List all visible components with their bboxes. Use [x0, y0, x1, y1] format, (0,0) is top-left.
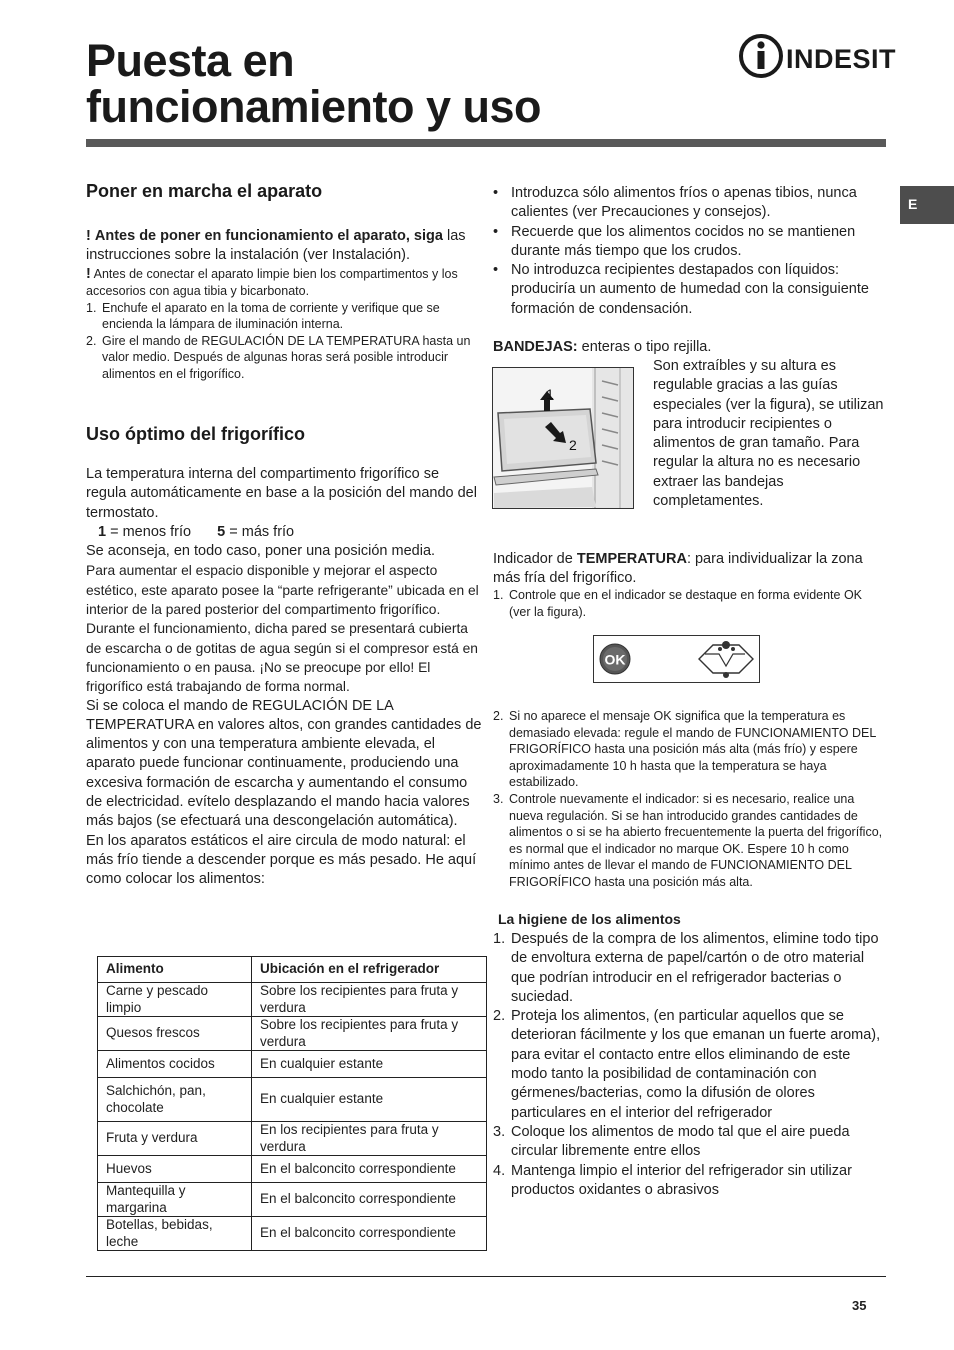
thermostat-scale [86, 523, 482, 542]
table-cell: Huevos [98, 1156, 252, 1183]
bullet: • [493, 262, 499, 279]
trays-label: BANDEJAS: [493, 339, 578, 355]
scale-1-text: = menos frío [110, 523, 192, 540]
list-text: Controle que en el indicador se destaque en forma evidente OK (ver la figura). [509, 588, 863, 619]
list-text: Recuerde que los alimentos cocidos no se mantienen durante más tiempo que los crudos. [511, 223, 856, 259]
indicator-step-1 [493, 587, 886, 620]
warning-2 [86, 266, 481, 300]
indicator-post: : para individualizar la zona más fría del frigorífico. [493, 551, 863, 587]
precautions-list [493, 184, 885, 319]
indicator-pre: Indicador de [493, 551, 573, 567]
indesit-logo [738, 32, 908, 82]
table-cell: Botellas, bebidas, leche [98, 1217, 252, 1251]
bullet: • [493, 185, 499, 201]
table-cell: Mantequilla y margarina [98, 1183, 252, 1217]
title-divider [86, 139, 886, 147]
list-text: Proteja los alimentos, (en particular aquellos que se deterioran fácilmente y los que emanan un fuerte aroma), para evitar el contacto entre ellos eliminando de este modo tanto la posibilidad de contaminación con gérmenes/bacterias, como la difusión de olores particulares en el interior del refrigerador [511, 1008, 881, 1121]
list-item [493, 708, 886, 791]
shelf-adjustment-figure [492, 367, 634, 509]
table-row [98, 1217, 487, 1251]
usage-para-3: Para aumentar el espacio disponible y mejorar el aspecto estético, este aparato posee la “parte refrigerante” ubicada en el interior de la pared posterior del compartimento frigorífico. Durante el funcionamiento, dicha pared se presentará cubierta de escarcha o de gotitas de agua según si el compresor está en funcionamiento o en pausa. ¡No se preocupe por ello! El frigorífico está trabajando de forma normal. [86, 563, 479, 695]
table-row [98, 1156, 487, 1183]
list-text: Después de la compra de los alimentos, elimine todo tipo de envoltura externa de papel/cartón o de otro material que podrían introducir en el refrigerador bacterias o suciedad. [511, 931, 879, 1005]
start-steps [86, 300, 481, 383]
list-item [493, 261, 885, 319]
temperature-indicator-figure [593, 635, 760, 683]
list-item [493, 223, 885, 262]
list-number: 4. [493, 1162, 506, 1179]
list-item [493, 587, 886, 620]
table-cell: Sobre los recipientes para fruta y verdura [252, 983, 487, 1017]
page-title [86, 35, 706, 132]
scale-1-number: 1 [98, 523, 107, 540]
table-cell: En el balconcito correspondiente [252, 1217, 487, 1251]
table-row [98, 1122, 487, 1156]
list-number: 3. [493, 791, 504, 806]
footer-divider [86, 1276, 886, 1277]
trays-heading [493, 338, 883, 357]
ok-text: OK [604, 651, 626, 668]
list-item [86, 333, 481, 383]
list-number: 2. [493, 709, 504, 723]
table-row [98, 983, 487, 1017]
food-placement-table [97, 956, 487, 1251]
warning-1-text: las instrucciones sobre la instalación (ver Instalación). [86, 228, 466, 264]
table-cell: En cualquier estante [252, 1078, 487, 1122]
language-tab: E [900, 186, 954, 224]
list-text: Controle nuevamente el indicador: si es necesario, realice una nueva regulación. Si se han introducido grandes cantidades de alimentos o si se ha abierto frecuentemente la puerta del frigorífico, es normal que el indicador no marque OK. Espere 10 h como mínimo antes de llevar el mando de FUNCIONAMIENTO DEL FRIGORÍFICO hasta una posición más alta. [509, 791, 883, 889]
usage-para-4: Si se coloca el mando de REGULACIÓN DE LA TEMPERATURA en valores altos, con grandes cantidades de alimentos y con una temperatura ambiente elevada, el aparato puede funcionar continuamente, produciendo una excesiva formación de escarcha y aumentando el consumo de electricidad. evítelo desplazando el mando hacia valores más bajos (se efectuará una descongelación automática). [86, 697, 482, 830]
usage-para-2: Se aconseja, en todo caso, poner una posición media. [86, 543, 436, 560]
list-number: 1. [493, 588, 504, 602]
table-cell: Carne y pescado limpio [98, 983, 252, 1017]
warning-2-text: Antes de conectar el aparato limpie bien los compartimentos y los accesorios con agua tibia y bicarbonato. [86, 266, 458, 298]
warning-mark: ! [86, 228, 91, 244]
list-item [493, 930, 886, 1007]
warning-1 [86, 227, 481, 266]
table-header: Ubicación en el refrigerador [252, 957, 487, 983]
figure-label-1: 1 [546, 386, 554, 402]
list-text: Gire el mando de REGULACIÓN DE LA TEMPERATURA hasta un valor medio. Después de algunas horas será posible introducir alimentos en el frigorífico. [102, 333, 471, 381]
list-text: Introduzca sólo alimentos fríos o apenas tibios, nunca calientes (ver Precauciones y consejos). [511, 185, 857, 221]
indicator-heading [493, 550, 885, 589]
table-cell: Quesos frescos [98, 1017, 252, 1051]
trays-description: Son extraíbles y su altura es regulable gracias a las guías especiales (ver la figura), se utilizan para introducir recipientes o alimentos de gran tamaño. Para regular la altura no es necesario extraer las bandejas completamentes. [653, 358, 884, 510]
list-item [493, 1162, 886, 1201]
table-header-row [98, 957, 487, 983]
list-item [493, 1007, 886, 1123]
list-text: Si no aparece el mensaje OK significa que la temperatura es demasiado elevada: regule el mando de FUNCIONAMIENTO DEL FRIGORÍFICO hasta una posición más alta (más frío) y espere aproximadamente 10 h hasta que la temperatura se haya estabilizado. [509, 709, 876, 790]
section-title-usage: Uso óptimo del frigorífico [86, 424, 305, 444]
usage-para-5: En los aparatos estáticos el aire circula de modo natural: el más frío tiende a descender porque es más pesado. He aquí como colocar los alimentos: [86, 832, 477, 888]
list-text: Enchufe el aparato en la toma de corriente y verifique que se encienda la lámpara de iluminación interna. [102, 300, 440, 332]
warning-1-bold: Antes de poner en funcionamiento el aparato, siga [94, 228, 443, 244]
scale-5-text: = más frío [229, 523, 295, 540]
list-item [86, 300, 481, 333]
figure-label-2: 2 [569, 437, 577, 453]
list-number: 2. [86, 333, 97, 348]
table-cell: En el balconcito correspondiente [252, 1156, 487, 1183]
bullet: • [493, 223, 499, 240]
hygiene-list [493, 930, 886, 1200]
section-title-start: Poner en marcha el aparato [86, 181, 323, 201]
start-instructions [86, 227, 481, 383]
indicator-bold: TEMPERATURA [576, 551, 687, 567]
list-item [493, 1123, 886, 1162]
page-title-line2: funcionamiento y uso [86, 81, 542, 132]
indicator-steps-rest [493, 708, 886, 891]
list-text: Mantenga limpio el interior del refrigerador sin utilizar productos oxidantes o abrasivos [511, 1162, 852, 1198]
table-cell: En el balconcito correspondiente [252, 1183, 487, 1217]
table-row [98, 1051, 487, 1078]
trays-text: enteras o tipo rejilla. [581, 339, 712, 355]
list-number: 1. [493, 931, 506, 947]
table-row [98, 1183, 487, 1217]
hygiene-title: La higiene de los alimentos [498, 911, 681, 927]
warning-mark: ! [86, 265, 91, 282]
table-cell: Salchichón, pan, chocolate [98, 1078, 252, 1122]
list-number: 1. [86, 300, 97, 315]
scale-5-number: 5 [217, 523, 226, 540]
table-header: Alimento [98, 957, 252, 983]
list-number: 3. [493, 1123, 506, 1140]
table-cell: Fruta y verdura [98, 1122, 252, 1156]
list-item [493, 184, 885, 223]
list-text: Coloque los alimentos de modo tal que el aire pueda circular libremente entre ellos [511, 1123, 850, 1160]
table-cell: En los recipientes para fruta y verdura [252, 1122, 487, 1156]
list-number: 2. [493, 1008, 506, 1025]
list-text: No introduzca recipientes destapados con líquidos: produciría un aumento de humedad con la consiguiente formación de condensación. [511, 262, 869, 317]
usage-body [86, 465, 482, 890]
usage-para-1: La temperatura interna del compartimento frigorífico se regula automáticamente en base a la posición del mando del termostato. [86, 466, 477, 521]
table-row [98, 1017, 487, 1051]
table-cell: Alimentos cocidos [98, 1051, 252, 1078]
table-row [98, 1078, 487, 1122]
page-number: 35 [852, 1298, 867, 1313]
table-cell: Sobre los recipientes para fruta y verdura [252, 1017, 487, 1051]
logo-text: INDESIT [786, 44, 897, 74]
list-item [493, 791, 886, 891]
page-title-line1: Puesta en [86, 35, 295, 86]
table-cell: En cualquier estante [252, 1051, 487, 1078]
